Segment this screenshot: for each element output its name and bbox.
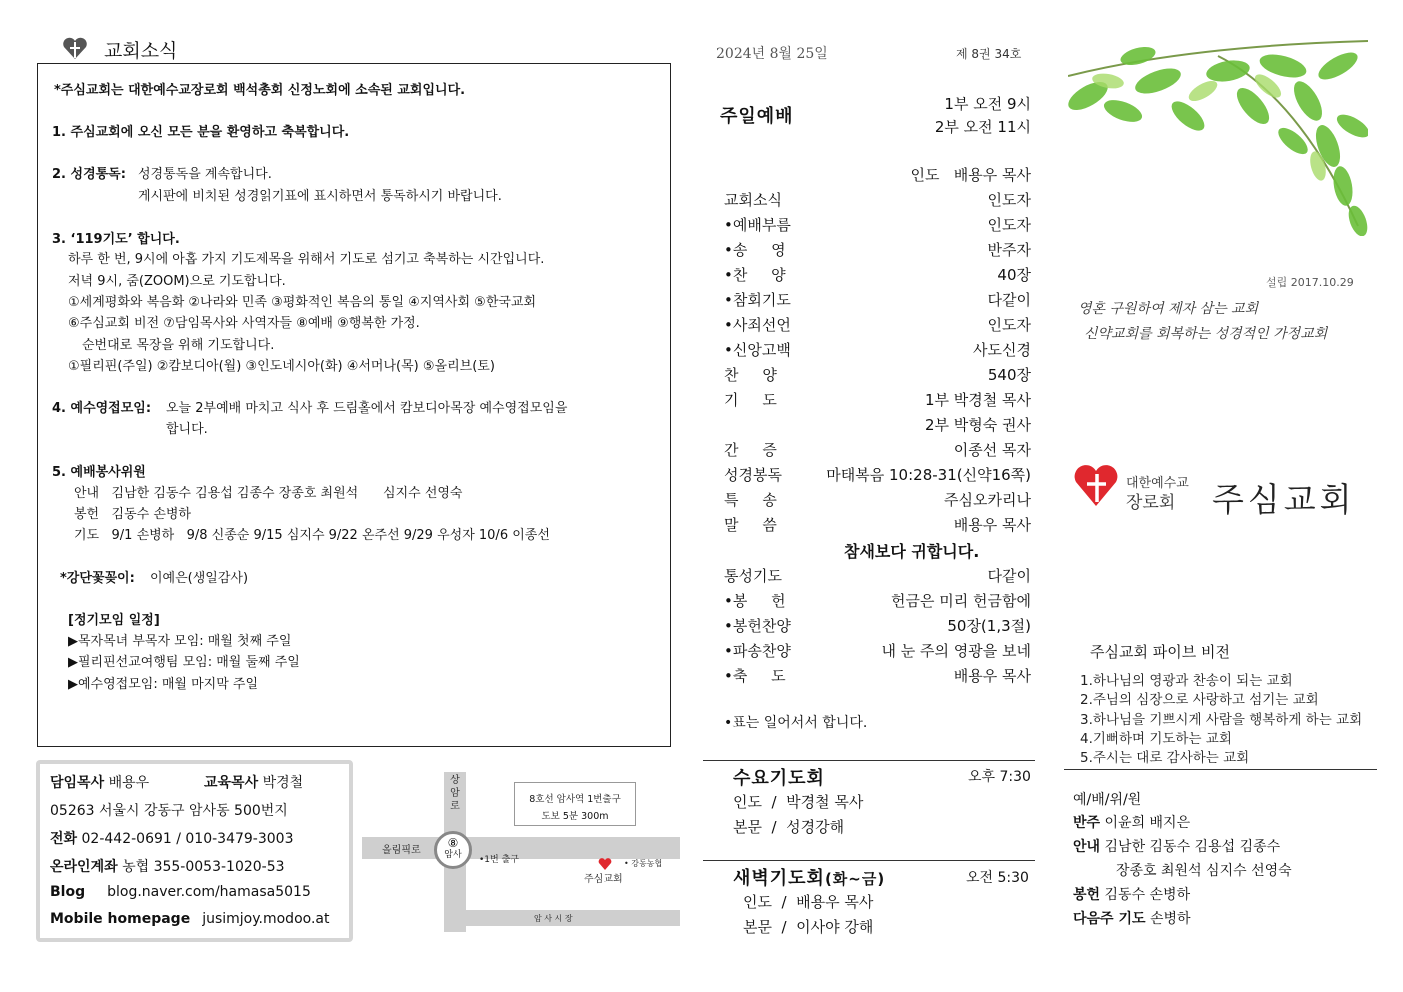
news-line: ①필리핀(주일) ②캄보디아(월) ③인도네시아(화) ④서머나(목) ⑤올리브(토) — [68, 359, 495, 374]
order-item-value: 사도신경 — [973, 341, 1031, 359]
road-olympic: 올림픽로 — [382, 845, 421, 856]
road-sangam: 상암로 — [450, 775, 460, 812]
order-item-label: •신앙고백 — [724, 341, 791, 359]
worship-leader: 인도 배용우 목사 — [910, 166, 1031, 184]
dawn-title: 새벽기도회 — [733, 868, 825, 889]
news-line: 성경통독을 계속합니다. — [138, 167, 272, 182]
news-line: *주심교회는 대한예수교장로회 백석총회 신정노회에 소속된 교회입니다. — [54, 83, 466, 98]
order-item-label: 특 송 — [724, 491, 777, 509]
news-line: [정기모임 일정] — [68, 613, 160, 628]
order-item-value: 1부 박경철 목사 — [924, 391, 1031, 409]
phone: 02-442-0691 / 010-3479-3003 — [81, 831, 294, 847]
news-line: ⑥주심교회 비전 ⑦담임목사와 사역자들 ⑧예배 ⑨행복한 가정. — [68, 316, 420, 331]
guide-names: 김남한 김동수 김용섭 김종수 — [1104, 839, 1281, 855]
accomp-names: 이윤희 배지은 — [1104, 815, 1191, 831]
order-item-label: •봉헌찬양 — [724, 617, 791, 635]
news-line: 합니다. — [166, 422, 208, 437]
mobile-label: Mobile homepage — [50, 911, 191, 927]
order-item-value: 인도자 — [987, 316, 1031, 334]
church-logo-icon — [1073, 462, 1119, 508]
next-prayer-name: 손병하 — [1149, 911, 1191, 927]
location-map — [362, 772, 682, 932]
order-item-value: 다같이 — [987, 291, 1031, 309]
address: 05263 서울시 강동구 암사동 500번지 — [50, 803, 288, 819]
leaves-image — [1068, 36, 1368, 236]
church-logo-icon — [598, 856, 612, 870]
news-line: 1. 주심교회에 오신 모든 분을 환영하고 축복합니다. — [52, 125, 350, 140]
blog-link[interactable]: blog.naver.com/hamasa5015 — [107, 884, 311, 900]
news-line: *강단꽃꽂이: — [60, 571, 135, 586]
news-line: 이예은(생일감사) — [150, 571, 249, 586]
news-line: ①세계평화와 복음화 ②나라와 민족 ③평화적인 복음의 통일 ④지역사회 ⑤한국교회 — [68, 295, 537, 310]
pastor-label: 담임목사 — [50, 775, 105, 791]
order-item-label: •찬 양 — [724, 266, 786, 284]
order-item-label: •사죄선언 — [724, 316, 791, 334]
order-item-label: •파송찬양 — [724, 642, 791, 660]
sermon-title: 참새보다 귀합니다. — [844, 542, 980, 561]
order-item-label: 간 증 — [724, 441, 777, 459]
news-line: ▶목자목녀 부목자 모임: 매월 첫째 주일 — [68, 634, 292, 649]
worship-time-1: 1부 오전 9시 — [944, 95, 1031, 113]
news-line: 봉헌 김동수 손병하 — [74, 507, 191, 522]
pastor-name: 배용우 — [108, 775, 150, 791]
news-line: 저녁 9시, 줌(ZOOM)으로 기도합니다. — [68, 274, 286, 289]
dawn-time: 오전 5:30 — [966, 870, 1029, 886]
news-line: 2. 성경통독: — [52, 167, 126, 182]
account: 농협 355-0053-1020-53 — [122, 859, 285, 875]
vision-title: 주심교회 파이브 비전 — [1090, 643, 1230, 661]
order-item-label: •송 영 — [724, 241, 786, 259]
order-item-value: 내 눈 주의 영광을 보네 — [881, 642, 1031, 660]
edu-pastor-name: 박경철 — [262, 775, 304, 791]
order-item-label: •예배부름 — [724, 216, 791, 234]
market-label: 암 사 시 장 — [534, 914, 573, 923]
logo-denomination: 대한예수교 — [1126, 476, 1189, 491]
logo-church-name: 주심교회 — [1212, 480, 1356, 519]
order-item-label: 통성기도 — [724, 567, 782, 585]
order-item-label: 말 씀 — [724, 516, 777, 534]
news-line: 안내 김남한 김동수 김용섭 김종수 장종호 최원석 심지수 선영숙 — [74, 486, 463, 501]
news-line: 오늘 2부예배 마치고 식사 후 드림홀에서 캄보디아목장 예수영접모임을 — [166, 401, 568, 416]
servants-title: 예/배/위/원 — [1073, 792, 1142, 808]
vision-item: 5.주시는 대로 감사하는 교회 — [1080, 750, 1250, 766]
order-item-label: •봉 헌 — [724, 592, 786, 610]
accomp-label: 반주 — [1073, 815, 1101, 831]
guide-names-2: 장종호 최원석 심지수 선영숙 — [1116, 863, 1292, 879]
news-line: ▶필리핀선교여행팀 모임: 매월 둘째 주일 — [68, 655, 300, 670]
order-item-label: 기 도 — [724, 391, 777, 409]
wednesday-title: 수요기도회 — [733, 768, 825, 789]
news-title: 교회소식 — [104, 40, 178, 62]
offer-label: 봉헌 — [1073, 887, 1101, 903]
blog-label: Blog — [50, 884, 86, 900]
dawn-days: (화~금) — [824, 870, 886, 888]
bulletin-date: 2024년 8월 25일 — [716, 46, 828, 62]
contact-box — [36, 760, 353, 942]
order-item-value: 인도자 — [987, 216, 1031, 234]
wednesday-time: 오후 7:30 — [968, 769, 1031, 785]
next-prayer-label: 다음주 기도 — [1073, 911, 1146, 927]
exit-label: •1번 출구 — [479, 855, 519, 865]
order-item-value: 헌금은 미리 헌금함에 — [891, 592, 1031, 610]
phone-label: 전화 — [50, 831, 78, 847]
order-item-value: 540장 — [987, 366, 1031, 384]
news-line: 기도 9/1 손병하 9/8 신종순 9/15 심지수 9/22 온주선 9/29 우성자 10/6 이종선 — [74, 528, 550, 543]
wednesday-leader: 인도 / 박경철 목사 — [733, 793, 864, 811]
worship-time-2: 2부 오전 11시 — [934, 118, 1031, 136]
news-line: 5. 예배봉사위원 — [52, 465, 146, 480]
order-item-value: 2부 박형숙 권사 — [924, 416, 1031, 434]
offer-names: 김동수 손병하 — [1104, 887, 1191, 903]
motto-1: 영혼 구원하여 제자 삼는 교회 — [1078, 301, 1259, 317]
motto-2: 신약교회를 회복하는 성경적인 가정교회 — [1084, 326, 1328, 342]
dawn-leader: 인도 / 배용우 목사 — [743, 893, 874, 911]
church-map-label: 주심교회 — [584, 874, 623, 885]
vision-item: 4.기뻐하며 기도하는 교회 — [1080, 731, 1232, 747]
map-callout: 8호선 암사역 1번출구 도보 5분 300m — [514, 782, 636, 826]
order-item-value: 인도자 — [987, 191, 1031, 209]
vision-item: 2.주님의 심장으로 사랑하고 섬기는 교회 — [1080, 692, 1319, 708]
edu-pastor-label: 교육목사 — [204, 775, 259, 791]
bank-label: • 강동농협 — [624, 859, 663, 868]
news-line: 3. ‘119기도’ 합니다. — [52, 232, 180, 247]
founded-date: 설립 2017.10.29 — [1266, 276, 1354, 289]
order-item-value: 마태복음 10:28-31(신약16쪽) — [826, 466, 1031, 484]
guide-label: 안내 — [1073, 839, 1101, 855]
order-item-value: 이종선 목자 — [953, 441, 1031, 459]
worship-title: 주일예배 — [720, 106, 794, 127]
order-item-value: 주심오카리나 — [944, 491, 1031, 509]
dawn-text: 본문 / 이사야 강해 — [743, 918, 874, 936]
bulletin-volume: 제 8권 34호 — [956, 47, 1022, 61]
vision-item: 3.하나님을 기쁘시게 사람을 행복하게 하는 교회 — [1080, 712, 1363, 728]
order-item-label: 교회소식 — [724, 191, 782, 209]
order-item-label: 찬 양 — [724, 366, 777, 384]
news-line: 게시판에 비치된 성경읽기표에 표시하면서 통독하시기 바랍니다. — [138, 189, 502, 204]
logo-presbyterian: 장로회 — [1126, 493, 1176, 513]
news-line: 4. 예수영접모임: — [52, 401, 152, 416]
order-item-label: 성경봉독 — [724, 466, 782, 484]
vision-item: 1.하나님의 영광과 찬송이 되는 교회 — [1080, 673, 1293, 689]
station-marker: ⑧ 암사 — [434, 831, 472, 869]
order-item-value: 배용우 목사 — [953, 516, 1031, 534]
order-item-label: •축 도 — [724, 667, 786, 685]
news-line: 순번대로 목장을 위해 기도합니다. — [82, 338, 275, 353]
order-item-value: 다같이 — [987, 567, 1031, 585]
heart-icon — [62, 36, 88, 60]
news-line: ▶예수영접모임: 매월 마지막 주일 — [68, 677, 259, 692]
news-box — [37, 63, 671, 747]
account-label: 온라인계좌 — [50, 859, 118, 875]
order-item-label: •참회기도 — [724, 291, 791, 309]
standing-note: •표는 일어서서 합니다. — [724, 715, 868, 731]
order-item-value: 50장(1,3절) — [947, 617, 1031, 635]
order-item-value: 배용우 목사 — [953, 667, 1031, 685]
wednesday-text: 본문 / 성경강해 — [733, 818, 845, 836]
news-line: 하루 한 번, 9시에 아홉 가지 기도제목을 위해서 기도로 섬기고 축복하는 시간입니다. — [68, 252, 545, 267]
order-item-value: 반주자 — [987, 241, 1031, 259]
order-item-value: 40장 — [997, 266, 1031, 284]
mobile-link[interactable]: jusimjoy.modoo.at — [202, 911, 330, 927]
